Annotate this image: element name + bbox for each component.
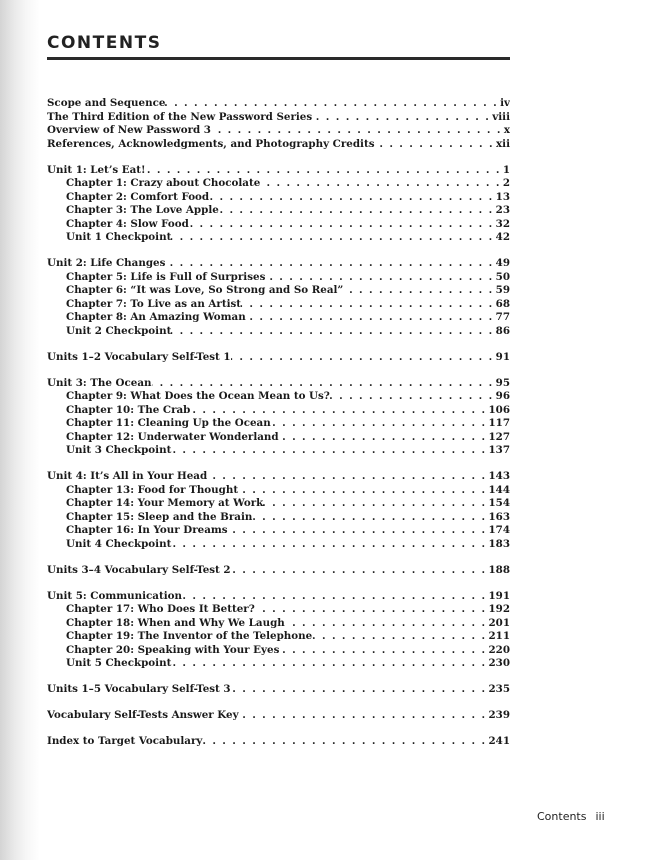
dot-leader xyxy=(260,177,503,191)
group-spacer xyxy=(47,151,510,164)
toc-entry[interactable] xyxy=(47,138,510,152)
dot-leader xyxy=(246,311,496,325)
toc-entry[interactable] xyxy=(47,709,510,723)
title-rule xyxy=(47,57,510,60)
toc-entry[interactable] xyxy=(47,683,510,697)
toc-page-number: 95 xyxy=(495,376,510,389)
toc-page-number: 42 xyxy=(495,231,510,243)
toc-page-number: 49 xyxy=(495,257,510,269)
toc-entry[interactable] xyxy=(47,564,510,578)
dot-leader xyxy=(343,284,495,298)
toc-subentry[interactable] xyxy=(47,298,510,312)
dot-leader xyxy=(171,657,488,671)
dot-leader xyxy=(209,191,496,205)
page-title: CONTENTS xyxy=(47,33,162,53)
toc-page-number: 96 xyxy=(495,390,510,402)
toc-entry-label: Chapter 11: Cleaning Up the Ocean xyxy=(66,417,271,429)
toc-entry-label: Chapter 15: Sleep and the Brain xyxy=(66,510,253,523)
toc-entry-label: Chapter 13: Food for Thought xyxy=(66,483,239,496)
toc-entry-label: Vocabulary Self-Tests Answer Key xyxy=(47,709,239,721)
toc-page-number: 1 xyxy=(502,163,510,176)
dot-leader xyxy=(255,603,489,617)
dot-leader xyxy=(171,538,488,552)
dot-leader xyxy=(330,390,496,404)
dot-leader xyxy=(241,298,496,312)
dot-leader xyxy=(375,138,497,152)
toc-subentry[interactable] xyxy=(47,644,510,658)
toc-entry-label: Units 1–2 Vocabulary Self-Test 1 xyxy=(47,350,231,363)
toc-page-number: 192 xyxy=(488,603,510,615)
dot-leader xyxy=(238,484,488,498)
toc-page-number: 23 xyxy=(495,204,510,216)
toc-subentry[interactable] xyxy=(47,524,510,538)
toc-subentry[interactable] xyxy=(47,630,510,644)
toc-entry-label: Index to Target Vocabulary xyxy=(47,735,203,747)
footer-page-number: iii xyxy=(595,810,605,823)
toc-subentry[interactable] xyxy=(47,204,510,218)
dot-leader xyxy=(228,524,489,538)
toc-entry-label: Chapter 8: An Amazing Woman xyxy=(66,311,246,323)
toc-page-number: 86 xyxy=(495,324,510,337)
toc-page-number: 59 xyxy=(495,284,510,296)
toc-page-number: 91 xyxy=(495,350,510,363)
dot-leader xyxy=(211,124,504,138)
toc-subentry[interactable] xyxy=(47,538,510,552)
toc-entry-label: Units 3–4 Vocabulary Self-Test 2 xyxy=(47,563,231,576)
group-spacer xyxy=(47,723,510,736)
dot-leader xyxy=(312,111,492,125)
toc-subentry[interactable] xyxy=(47,497,510,511)
toc-subentry[interactable] xyxy=(47,404,510,418)
toc-entry-label: Chapter 18: When and Why We Laugh xyxy=(66,616,285,629)
group-spacer xyxy=(47,697,510,710)
page-footer xyxy=(537,810,605,823)
toc-page-number: 117 xyxy=(488,417,510,429)
toc-entry[interactable] xyxy=(47,124,510,138)
toc-entry-label: Chapter 19: The Inventor of the Telephone xyxy=(66,630,313,642)
toc-subentry[interactable] xyxy=(47,444,510,458)
toc-entry-label: Unit 1: Let’s Eat! xyxy=(47,163,146,176)
dot-leader xyxy=(239,709,489,723)
toc-entry-label: Chapter 5: Life is Full of Surprises xyxy=(66,270,266,283)
toc-entry-label: Unit 5: Communication xyxy=(47,589,182,602)
toc-entry[interactable] xyxy=(47,351,510,365)
group-spacer xyxy=(47,671,510,684)
toc-subentry[interactable] xyxy=(47,603,510,617)
toc-page-number: 163 xyxy=(488,510,510,523)
toc-page-number: 191 xyxy=(488,589,510,602)
group-spacer xyxy=(47,245,510,258)
dot-leader xyxy=(231,351,496,365)
toc-page-number: 144 xyxy=(488,483,510,496)
dot-leader xyxy=(219,204,496,218)
toc-entry-label: Chapter 16: In Your Dreams xyxy=(66,524,228,536)
toc-entry-label: Unit 5 Checkpoint xyxy=(66,657,172,669)
dot-leader xyxy=(231,683,489,697)
dot-leader xyxy=(207,470,488,484)
dot-leader xyxy=(190,404,488,418)
toc-page-number: 211 xyxy=(488,630,510,642)
toc-page-number: 143 xyxy=(488,470,510,482)
toc-entry-label: Chapter 9: What Does the Ocean Mean to Us? xyxy=(66,390,330,402)
toc-page-number: 50 xyxy=(495,270,510,283)
toc-page-number: 32 xyxy=(495,217,510,230)
toc-subentry[interactable] xyxy=(47,284,510,298)
dot-leader xyxy=(171,231,495,245)
toc-entry-label: Chapter 3: The Love Apple xyxy=(66,204,219,216)
toc-entry-label: Chapter 12: Underwater Wonderland xyxy=(66,430,279,443)
footer-section-label: Contents xyxy=(537,810,587,823)
group-spacer xyxy=(47,458,510,471)
toc-entry-label: Unit 2: Life Changes xyxy=(47,257,166,269)
toc-entry[interactable] xyxy=(47,590,510,604)
toc-entry-label: Scope and Sequence xyxy=(47,97,166,109)
dot-leader xyxy=(146,164,503,178)
toc-page-number: 235 xyxy=(488,683,510,695)
toc-page-number: x xyxy=(503,124,510,136)
dot-leader xyxy=(279,644,488,658)
toc-page-number: 201 xyxy=(488,616,510,629)
dot-leader xyxy=(285,617,489,631)
dot-leader xyxy=(202,735,488,749)
table-of-contents xyxy=(47,97,510,749)
toc-entry[interactable] xyxy=(47,111,510,125)
toc-page-number: 183 xyxy=(488,537,510,550)
toc-page-number: 106 xyxy=(488,403,510,416)
toc-entry-label: Chapter 7: To Live as an Artist xyxy=(66,297,242,310)
toc-entry-label: Chapter 10: The Crab xyxy=(66,403,191,416)
toc-subentry[interactable] xyxy=(47,231,510,245)
dot-leader xyxy=(189,218,496,232)
toc-entry-label: The Third Edition of the New Password Series xyxy=(47,110,313,123)
toc-entry-label: Unit 3: The Ocean xyxy=(47,376,152,389)
toc-entry-label: Chapter 20: Speaking with Your Eyes xyxy=(66,643,280,656)
toc-entry-label: Units 1–5 Vocabulary Self-Test 3 xyxy=(47,683,231,695)
toc-page-number: 230 xyxy=(488,657,510,669)
toc-entry[interactable] xyxy=(47,470,510,484)
group-spacer xyxy=(47,551,510,564)
toc-subentry[interactable] xyxy=(47,431,510,445)
dot-leader xyxy=(171,444,488,458)
toc-page-number: 137 xyxy=(488,444,510,456)
toc-entry-label: Overview of New Password 3 xyxy=(47,124,211,136)
toc-entry[interactable] xyxy=(47,97,510,111)
toc-entry-label: Unit 4 Checkpoint xyxy=(66,537,172,550)
dot-leader xyxy=(263,497,488,511)
dot-leader xyxy=(265,271,495,285)
toc-entry-label: Chapter 14: Your Memory at Work xyxy=(66,497,264,509)
dot-leader xyxy=(182,590,489,604)
toc-subentry[interactable] xyxy=(47,311,510,325)
dot-leader xyxy=(312,630,488,644)
toc-subentry[interactable] xyxy=(47,325,510,339)
toc-page-number: 68 xyxy=(495,297,510,310)
toc-subentry[interactable] xyxy=(47,511,510,525)
group-spacer xyxy=(47,577,510,590)
toc-subentry[interactable] xyxy=(47,617,510,631)
toc-subentry[interactable] xyxy=(47,417,510,431)
toc-page-number: 188 xyxy=(488,563,510,576)
toc-entry[interactable] xyxy=(47,377,510,391)
toc-entry-label: Chapter 17: Who Does It Better? xyxy=(66,603,255,615)
toc-page-number: xii xyxy=(496,137,510,150)
dot-leader xyxy=(171,325,495,339)
toc-page-number: 239 xyxy=(488,709,510,721)
toc-page-number: viii xyxy=(492,110,510,123)
toc-subentry[interactable] xyxy=(47,657,510,671)
toc-page-number: 2 xyxy=(502,177,510,189)
toc-page-number: 174 xyxy=(488,524,510,536)
toc-subentry[interactable] xyxy=(47,177,510,191)
toc-entry-label: Chapter 6: “It was Love, So Strong and So Real” xyxy=(66,284,344,296)
dot-leader xyxy=(165,257,495,271)
toc-page-number: iv xyxy=(500,97,510,109)
toc-subentry[interactable] xyxy=(47,484,510,498)
group-spacer xyxy=(47,338,510,351)
toc-page-number: 220 xyxy=(488,643,510,656)
group-spacer xyxy=(47,364,510,377)
toc-subentry[interactable] xyxy=(47,390,510,404)
dot-leader xyxy=(152,377,496,391)
toc-page-number: 154 xyxy=(488,497,510,509)
toc-entry-label: Chapter 4: Slow Food xyxy=(66,217,189,230)
dot-leader xyxy=(252,511,488,525)
toc-entry-label: Unit 1 Checkpoint xyxy=(66,231,172,243)
toc-subentry[interactable] xyxy=(47,191,510,205)
toc-page-number: 241 xyxy=(488,735,510,747)
toc-entry[interactable] xyxy=(47,735,510,749)
dot-leader xyxy=(165,97,500,111)
toc-page-number: 127 xyxy=(488,430,510,443)
toc-entry-label: Unit 3 Checkpoint xyxy=(66,444,172,456)
toc-page-number: 77 xyxy=(495,311,510,323)
toc-entry[interactable] xyxy=(47,257,510,271)
dot-leader xyxy=(271,417,489,431)
toc-page-number: 13 xyxy=(495,190,510,203)
dot-leader xyxy=(231,564,489,578)
toc-entry-label: References, Acknowledgments, and Photography Credits xyxy=(47,137,375,150)
toc-entry-label: Chapter 1: Crazy about Chocolate xyxy=(66,177,261,189)
dot-leader xyxy=(279,431,489,445)
toc-entry-label: Unit 2 Checkpoint xyxy=(66,324,172,337)
toc-subentry[interactable] xyxy=(47,218,510,232)
toc-entry-label: Chapter 2: Comfort Food xyxy=(66,190,210,203)
toc-subentry[interactable] xyxy=(47,271,510,285)
toc-entry[interactable] xyxy=(47,164,510,178)
toc-entry-label: Unit 4: It’s All in Your Head xyxy=(47,470,208,482)
